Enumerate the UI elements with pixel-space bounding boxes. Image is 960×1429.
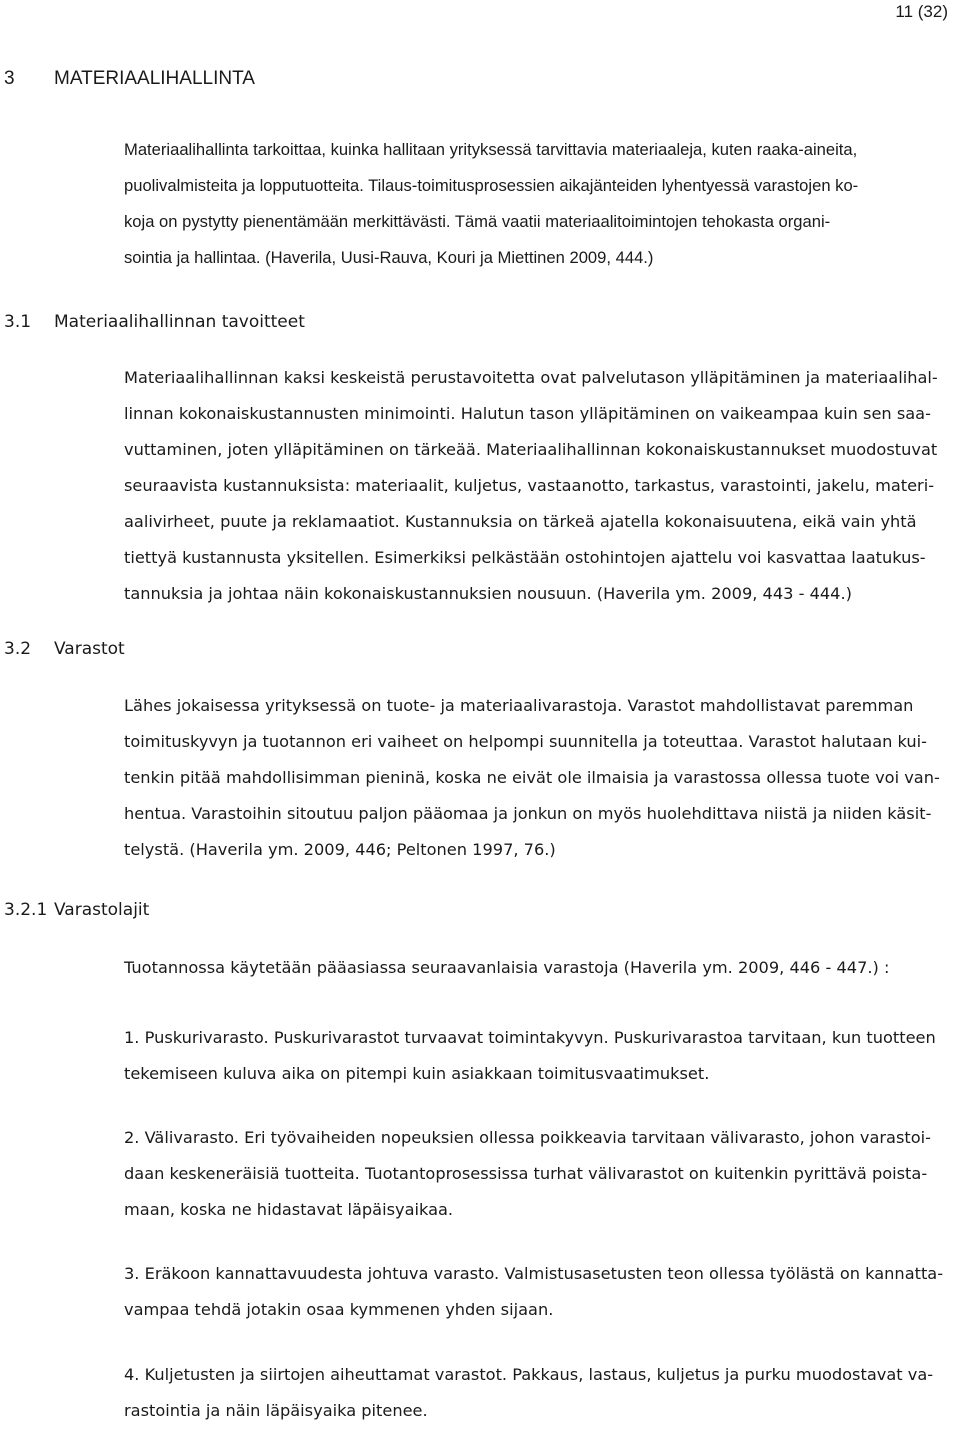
paragraph-line: telystä. (Haverila ym. 2009, 446; Peltonen 1997, 76.)	[124, 840, 556, 859]
section-heading-3-1	[4, 312, 305, 332]
list-item	[124, 1020, 954, 1092]
paragraph-line: seuraavista kustannuksista: materiaalit, kuljetus, vastaanotto, tarkastus, varastointi, jakelu, materi-	[124, 476, 935, 495]
chapter-heading	[4, 68, 255, 90]
section-title: Varastolajit	[54, 900, 150, 920]
chapter-intro-paragraph	[124, 132, 954, 276]
page-number: 11 (32)	[895, 2, 948, 21]
paragraph-line: koja on pystytty pienentämään merkittävästi. Tämä vaatii materiaalitoimintojen tehokasta organi-	[124, 212, 831, 231]
paragraph-line: 1. Puskurivarasto. Puskurivarastot turvaavat toimintakyvyn. Puskurivarastoa tarvitaan, kun tuotteen	[124, 1028, 936, 1047]
section-number: 3.2.1	[4, 900, 48, 920]
paragraph-line: vuttaminen, joten ylläpitäminen on tärkeää. Materiaalihallinnan kokonaiskustannukset muodostuvat	[124, 440, 938, 459]
paragraph-line: Materiaalihallinnan kaksi keskeistä perustavoitetta ovat palvelutason ylläpitäminen ja materiaalihal-	[124, 368, 938, 387]
section-number: 3.2	[4, 639, 32, 659]
list-item	[124, 1120, 954, 1228]
paragraph-line: 4. Kuljetusten ja siirtojen aiheuttamat varastot. Pakkaus, lastaus, kuljetus ja purku muodostavat va-	[124, 1365, 934, 1384]
paragraph-line: puolivalmisteita ja lopputuotteita. Tilaus-toimitusprosessien aikajänteiden lyhentyessä varastojen ko-	[124, 176, 859, 195]
paragraph-line: sointia ja hallintaa. (Haverila, Uusi-Rauva, Kouri ja Miettinen 2009, 444.)	[124, 248, 654, 267]
section-3-1-paragraph	[124, 360, 954, 612]
chapter-number: 3	[4, 68, 15, 89]
section-3-2-1-intro	[124, 950, 954, 986]
paragraph-line: 3. Eräkoon kannattavuudesta johtuva varasto. Valmistusasetusten teon ollessa työlästä on kannatta-	[124, 1264, 944, 1283]
paragraph-line: Materiaalihallinta tarkoittaa, kuinka hallitaan yrityksessä tarvittavia materiaaleja, kuten raaka-aineita,	[124, 140, 858, 159]
paragraph-line: daan keskeneräisiä tuotteita. Tuotantoprosessissa turhat välivarastot on kuitenkin pyrittävä poista-	[124, 1164, 928, 1183]
list-item	[124, 1357, 954, 1429]
paragraph-line: rastointia ja näin läpäisyaika pitenee.	[124, 1401, 428, 1420]
section-3-2-paragraph	[124, 688, 954, 868]
paragraph-line: maan, koska ne hidastavat läpäisyaikaa.	[124, 1200, 454, 1219]
paragraph-line: Lähes jokaisessa yrityksessä on tuote- ja materiaalivarastoja. Varastot mahdollistavat paremman	[124, 696, 914, 715]
paragraph-line: tannuksia ja johtaa näin kokonaiskustannuksien nousuun. (Haverila ym. 2009, 443 - 444.)	[124, 584, 852, 603]
paragraph-line: toimituskyvyn ja tuotannon eri vaiheet on helpompi suunnitella ja toteuttaa. Varastot halutaan kui-	[124, 732, 928, 751]
paragraph-line: hentua. Varastoihin sitoutuu paljon pääomaa ja jonkun on myös huolehdittava niistä ja niiden käsit-	[124, 804, 932, 823]
list-item	[124, 1256, 954, 1328]
paragraph-line: tiettyä kustannusta yksitellen. Esimerkiksi pelkästään ostohintojen ajattelu voi kasvattaa laatukus-	[124, 548, 926, 567]
paragraph-line: linnan kokonaiskustannusten minimointi. Halutun tason ylläpitäminen on vaikeampaa kuin sen saa-	[124, 404, 931, 423]
paragraph-line: tenkin pitää mahdollisimman pieninä, koska ne eivät ole ilmaisia ja varastossa ollessa tuote voi van-	[124, 768, 940, 787]
section-number: 3.1	[4, 312, 32, 332]
paragraph-line: tekemiseen kuluva aika on pitempi kuin asiakkaan toimitusvaatimukset.	[124, 1064, 710, 1083]
section-title: Materiaalihallinnan tavoitteet	[54, 312, 305, 332]
section-heading-3-2-1	[4, 900, 149, 920]
paragraph-line: 2. Välivarasto. Eri työvaiheiden nopeuksien ollessa poikkeavia tarvitaan välivarasto, johon varastoi-	[124, 1128, 931, 1147]
chapter-title: MATERIAALIHALLINTA	[54, 68, 255, 89]
paragraph-line: vampaa tehdä jotakin osaa kymmenen yhden sijaan.	[124, 1300, 554, 1319]
section-heading-3-2	[4, 639, 125, 659]
paragraph-line: aalivirheet, puute ja reklamaatiot. Kustannuksia on tärkeä ajatella kokonaisuutena, eikä vain yhtä	[124, 512, 917, 531]
paragraph-line: Tuotannossa käytetään pääasiassa seuraavanlaisia varastoja (Haverila ym. 2009, 446 - 447.) :	[124, 958, 890, 977]
section-title: Varastot	[54, 639, 125, 659]
